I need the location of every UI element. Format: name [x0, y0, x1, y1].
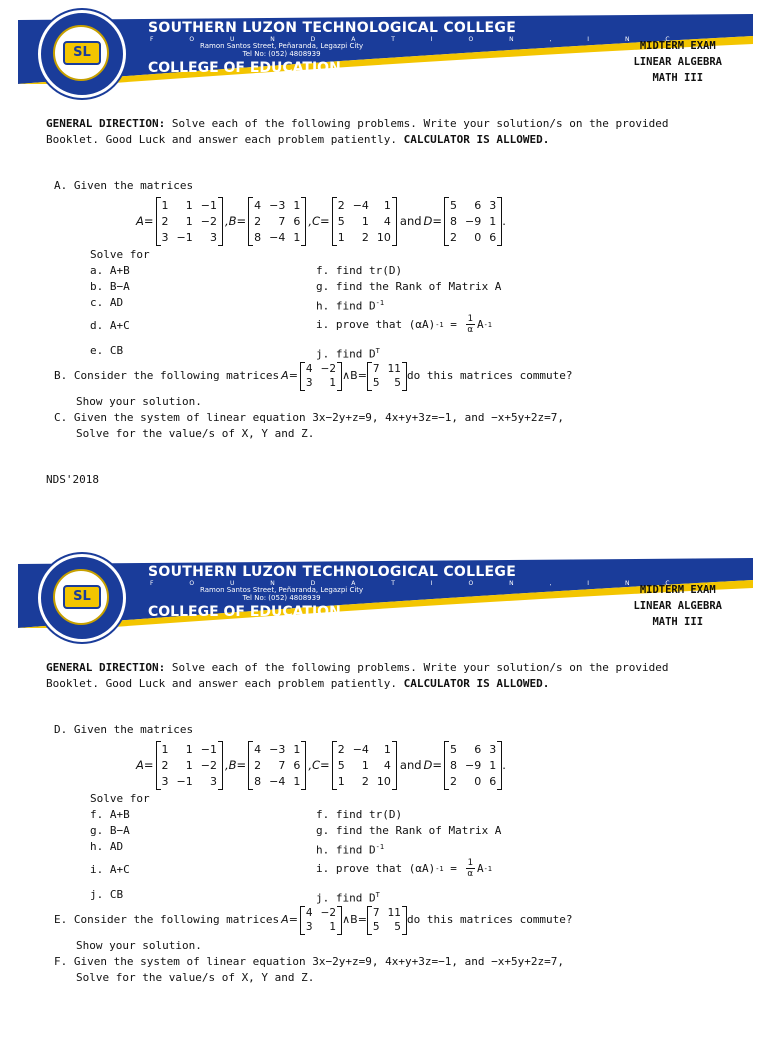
question-e: E. Consider the following matrices A= 4 −2 3 1 ∧B= 7 11 5 5 do this matrices commute? — [54, 906, 573, 933]
matrix-cell: −2 — [320, 906, 337, 919]
exam-sheet-1 — [0, 0, 768, 500]
matrix-cell: −3 — [269, 742, 286, 756]
matrix-cell: 2 — [361, 774, 369, 788]
item-left-1: b. B−A — [90, 280, 130, 293]
question-d: D. Given the matrices — [54, 723, 194, 736]
matrix-cell: 8 — [450, 758, 458, 772]
matrix-cell: 6 — [293, 214, 301, 228]
matrix-cell: 1 — [293, 774, 301, 788]
matrix-cell: 2 — [450, 230, 458, 244]
solve-for: Solve for — [90, 792, 150, 805]
school-name: SOUTHERN LUZON TECHNOLOGICAL COLLEGE — [148, 20, 517, 36]
matrix-cell: 4 — [383, 758, 391, 772]
matrix-cell: 10 — [376, 774, 391, 788]
matrix-cell: 3 — [209, 230, 217, 244]
matrix-cell: 8 — [254, 230, 262, 244]
matrix-cell: 1 — [185, 742, 193, 756]
matrix-cell: −4 — [269, 230, 286, 244]
matrix-cell: 5 — [372, 920, 380, 933]
matrix-cell: 4 — [254, 198, 262, 212]
matrix-cell: 3 — [305, 376, 313, 389]
matrix-cell: 1 — [337, 230, 345, 244]
item-left-2: h. AD — [90, 840, 124, 853]
item-left-4: e. CB — [90, 344, 124, 357]
matrix-cell: 1 — [383, 742, 391, 756]
matrix-cell: 1 — [383, 198, 391, 212]
matrix-a2 — [300, 362, 342, 391]
matrix-cell: 2 — [161, 758, 169, 772]
item-right-1: g. find the Rank of Matrix A — [316, 824, 502, 837]
matrix-cell: 3 — [161, 774, 169, 788]
matrix-cell: 2 — [254, 214, 262, 228]
matrix-d — [444, 197, 502, 246]
question-b: B. Consider the following matrices A= 4 −2 3 1 ∧B= 7 11 5 5 do this matrices commute? — [54, 362, 573, 389]
matrix-cell: 2 — [361, 230, 369, 244]
matrix-cell: −9 — [465, 758, 482, 772]
matrix-cell: 1 — [293, 742, 301, 756]
exam-type: MIDTERM EXAM — [639, 40, 716, 52]
matrix-cell: 1 — [293, 198, 301, 212]
exam-info — [633, 38, 722, 86]
matrix-cell: 10 — [376, 230, 391, 244]
matrix-cell: 5 — [394, 376, 401, 389]
school-address: Ramon Santos Street, Peñaranda, Legazpi City Tel No: (052) 4808939 — [200, 586, 364, 602]
matrix-cell: 1 — [161, 198, 169, 212]
subject: LINEAR ALGEBRA — [633, 56, 722, 68]
matrix-cell: 5 — [394, 920, 401, 933]
matrix-cell: −2 — [320, 362, 337, 375]
matrix-cell: 1 — [185, 198, 193, 212]
matrix-cell: 11 — [387, 362, 401, 375]
matrix-a — [156, 197, 223, 246]
item-right-4: j. find $D^T$ — [316, 347, 380, 361]
matrix-cell: −1 — [176, 774, 193, 788]
item-left-3: d. A+C — [90, 319, 130, 332]
college-logo: SL — [38, 10, 126, 98]
show-solution: Show your solution. — [76, 939, 202, 952]
matrix-cell: 2 — [337, 198, 345, 212]
matrix-cell: 6 — [293, 758, 301, 772]
course: MATH III — [652, 616, 704, 628]
matrix-cell: 3 — [489, 742, 497, 756]
matrix-cell: 5 — [450, 742, 458, 756]
matrix-b — [248, 741, 306, 790]
matrix-cell: 4 — [383, 214, 391, 228]
matrix-cell: 1 — [489, 758, 497, 772]
matrix-cell: 5 — [450, 198, 458, 212]
matrix-cell: 1 — [361, 758, 369, 772]
item-left-4: j. CB — [90, 888, 124, 901]
item-right-3: i. prove that (αA) -1 = $\frac{1}{\alpha}$ A -1 — [316, 314, 493, 335]
item-left-1: g. B−A — [90, 824, 130, 837]
matrix-cell: −1 — [200, 742, 217, 756]
course: MATH III — [652, 72, 704, 84]
matrix-cell: 5 — [337, 758, 345, 772]
matrix-cell: 2 — [337, 742, 345, 756]
item-left-2: c. AD — [90, 296, 124, 309]
item-left-3: i. A+C — [90, 863, 130, 876]
matrix-cell: 8 — [254, 774, 262, 788]
matrix-cell: −9 — [465, 214, 482, 228]
school-name: SOUTHERN LUZON TECHNOLOGICAL COLLEGE — [148, 564, 517, 580]
matrix-cell: 4 — [305, 906, 313, 919]
question-f: F. Given the system of linear equation 3x−2y+z=9, 4x+y+3z=−1, and −x+5y+2z=7, — [54, 955, 564, 968]
matrix-cell: 3 — [305, 920, 313, 933]
matrix-cell: 7 — [372, 362, 380, 375]
matrix-cell: 7 — [278, 758, 286, 772]
matrix-cell: 2 — [161, 214, 169, 228]
question-a: A. Given the matrices — [54, 179, 194, 192]
question-c-cont: Solve for the value/s of X, Y and Z. — [76, 427, 315, 440]
matrix-cell: 2 — [450, 774, 458, 788]
matrix-cell: 5 — [337, 214, 345, 228]
item-right-3: i. prove that (αA) -1 = $\frac{1}{\alpha}$ A -1 — [316, 858, 493, 879]
matrix-cell: −1 — [176, 230, 193, 244]
matrix-cell: 6 — [489, 230, 497, 244]
matrix-a — [156, 741, 223, 790]
show-solution: Show your solution. — [76, 395, 202, 408]
matrix-b2 — [367, 362, 407, 391]
exam-sheet-2 — [0, 544, 768, 1044]
matrix-cell: −4 — [352, 198, 369, 212]
footer-code: NDS'2018 — [46, 473, 99, 486]
matrix-c — [332, 197, 397, 246]
item-right-2: h. find $D^{-1}$ — [316, 299, 385, 313]
college-name: COLLEGE OF EDUCATION — [148, 60, 341, 76]
solve-for: Solve for — [90, 248, 150, 261]
question-f-cont: Solve for the value/s of X, Y and Z. — [76, 971, 315, 984]
matrix-cell: 1 — [361, 214, 369, 228]
matrix-cell: 0 — [474, 230, 482, 244]
matrix-cell: 3 — [489, 198, 497, 212]
matrix-cell: 11 — [387, 906, 401, 919]
matrix-cell: 1 — [293, 230, 301, 244]
matrices-row: A= 1 1 −1 2 1 −2 3 −1 3 ,B= 4 −3 1 2 7 6 8 −4 1 ,C= 2 −4 1 5 1 4 1 2 10 and D= 5 6 3 8 −9 1 2 0 6 . — [136, 198, 506, 244]
matrices-row: A= 1 1 −1 2 1 −2 3 −1 3 ,B= 4 −3 1 2 7 6 8 −4 1 ,C= 2 −4 1 5 1 4 1 2 10 and D= 5 6 3 8 −9 1 2 0 6 . — [136, 742, 506, 788]
matrix-cell: 7 — [372, 906, 380, 919]
matrix-cell: 1 — [185, 214, 193, 228]
matrix-cell: 1 — [185, 758, 193, 772]
item-right-1: g. find the Rank of Matrix A — [316, 280, 502, 293]
item-left-0: f. A+B — [90, 808, 130, 821]
matrix-cell: −2 — [200, 758, 217, 772]
foundation-text: F O U N D A T I O N , I N C . — [150, 36, 725, 43]
matrix-cell: 5 — [372, 376, 380, 389]
matrix-cell: 1 — [489, 214, 497, 228]
school-address: Ramon Santos Street, Peñaranda, Legazpi City Tel No: (052) 4808939 — [200, 42, 364, 58]
matrix-cell: 4 — [305, 362, 313, 375]
matrix-cell: 1 — [337, 774, 345, 788]
matrix-cell: 4 — [254, 742, 262, 756]
matrix-cell: 3 — [161, 230, 169, 244]
item-right-0: f. find tr(D) — [316, 808, 403, 821]
matrix-cell: 1 — [329, 376, 337, 389]
item-left-0: a. A+B — [90, 264, 130, 277]
general-direction: GENERAL DIRECTION: Solve each of the following problems. Write your solution/s on the provided Booklet. Good Luck and answer each problem patiently. CALCULATOR IS ALLOWED. — [46, 117, 669, 146]
matrix-cell: 6 — [489, 774, 497, 788]
foundation-text: F O U N D A T I O N , I N C . — [150, 580, 725, 587]
item-right-4: j. find $D^T$ — [316, 891, 380, 905]
general-direction: GENERAL DIRECTION: Solve each of the following problems. Write your solution/s on the provided Booklet. Good Luck and answer each problem patiently. CALCULATOR IS ALLOWED. — [46, 661, 669, 690]
item-right-2: h. find $D^{-1}$ — [316, 843, 385, 857]
college-logo: SL — [38, 554, 126, 642]
fraction: $\frac{1}{\alpha}$ — [467, 314, 473, 335]
matrix-a2 — [300, 906, 342, 935]
matrix-cell: −1 — [200, 198, 217, 212]
matrix-c — [332, 741, 397, 790]
matrix-b2 — [367, 906, 407, 935]
question-c: C. Given the system of linear equation 3x−2y+z=9, 4x+y+3z=−1, and −x+5y+2z=7, — [54, 411, 564, 424]
matrix-cell: −4 — [352, 742, 369, 756]
matrix-cell: 1 — [161, 742, 169, 756]
matrix-cell: 1 — [329, 920, 337, 933]
matrix-cell: −4 — [269, 774, 286, 788]
matrix-cell: 0 — [474, 774, 482, 788]
item-right-0: f. find tr(D) — [316, 264, 403, 277]
subject: LINEAR ALGEBRA — [633, 600, 722, 612]
matrix-cell: 6 — [474, 742, 482, 756]
exam-info — [633, 582, 722, 630]
exam-type: MIDTERM EXAM — [639, 584, 716, 596]
matrix-cell: 7 — [278, 214, 286, 228]
matrix-d — [444, 741, 502, 790]
matrix-cell: 2 — [254, 758, 262, 772]
matrix-b — [248, 197, 306, 246]
matrix-cell: 8 — [450, 214, 458, 228]
matrix-cell: −3 — [269, 198, 286, 212]
matrix-cell: 3 — [209, 774, 217, 788]
college-name: COLLEGE OF EDUCATION — [148, 604, 341, 620]
matrix-cell: 6 — [474, 198, 482, 212]
matrix-cell: −2 — [200, 214, 217, 228]
fraction: $\frac{1}{\alpha}$ — [467, 858, 473, 879]
